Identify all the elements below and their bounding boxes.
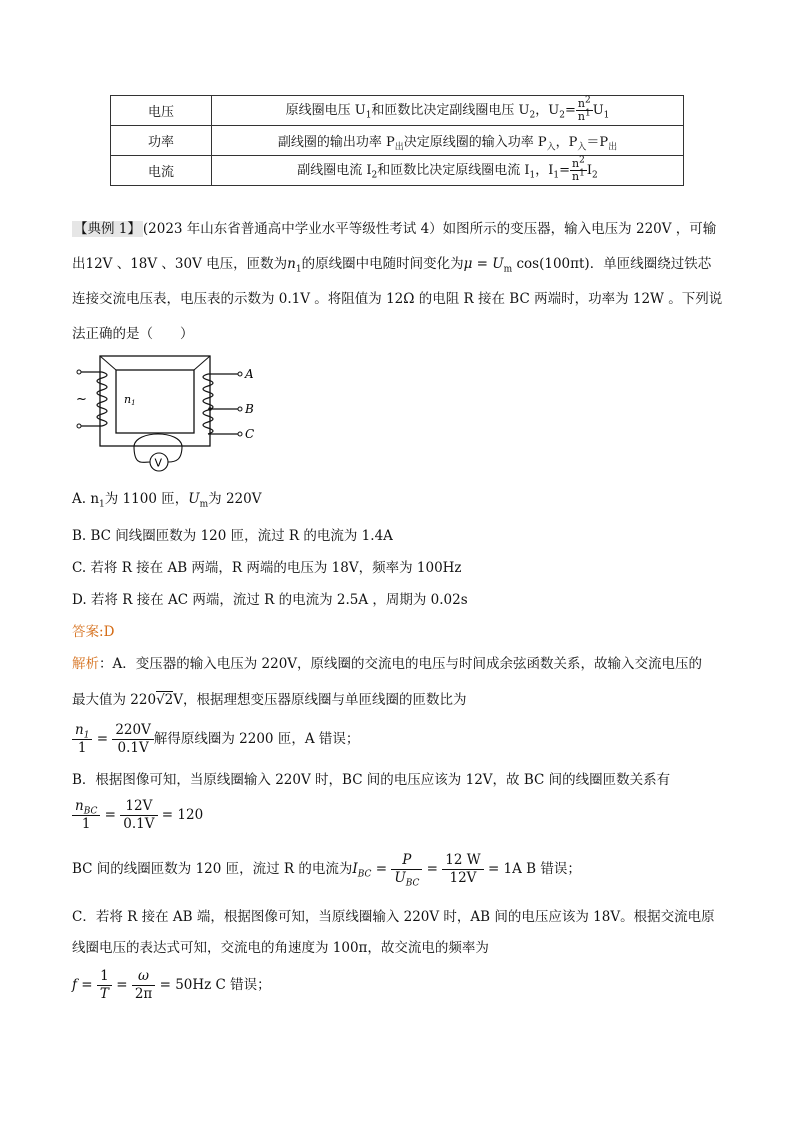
example-line-2: 出12V 、18V 、30V 电压，匝数为$n_1$的原线圈中电随时间变化为$\mu = U_m$ cos(100πt)．单匝线圈绕过铁芯 bbox=[72, 256, 712, 275]
analysis-line-c1: C．若将 R 接在 AB 端，根据图像可知，当原线圈输入 220V 时，AB 间的电压应该为 18V。根据交流电原 bbox=[72, 909, 715, 925]
table-row bbox=[111, 156, 684, 186]
row-value: 副线圈电流 $I_2$和匝数比决定原线圈电流 $I_1$，$I_1=$ $\frac{n^2}{n^1}$ $I_2$ bbox=[212, 156, 684, 186]
analysis-line-b1: B．根据图像可知，当原线圈输入 220V 时，BC 间的电压应该为 12V，故 BC 间的线圈匝数关系有 bbox=[72, 772, 671, 788]
option-a: A. $n_1$为 1100 匝，$U_m$为 220V bbox=[72, 491, 262, 510]
equation-2: $n_{BC}$ 1 = $\frac{12V}{0.1V}$ = 120 bbox=[72, 798, 203, 833]
option-d: D. 若将 R 接在 AC 两端，流过 R 的电流为 2.5A ，周期为 0.02s bbox=[72, 592, 468, 608]
analysis-label: 解析 bbox=[72, 656, 99, 672]
turns-ratio-fraction: $\frac{n^2}{n^1}$ bbox=[572, 155, 585, 183]
equation-1: $\frac{n_1}{1}$ = $\frac{220V}{0.1V}$ 解得原线圈为 2200 匝，A 错误； bbox=[72, 722, 359, 757]
row-key: 功率 bbox=[111, 126, 212, 156]
analysis-line-b2: BC 间的线圈匝数为 120 匝，流过 R 的电流为$I_{BC}$ = P $U_{BC}$ = $\frac{12 W}{12V}$ = 1A B 错误； bbox=[72, 852, 581, 889]
analysis-line-1: 解析：A．变压器的输入电压为 220V，原线圈的交流电的电压与时间成余弦函数关系，故输入交流电压的 bbox=[72, 656, 703, 672]
analysis-line-c2: 线圈电压的表达式可知，交流电的角速度为 100π，故交流电的频率为 bbox=[72, 940, 489, 956]
n1-label: n1 bbox=[124, 393, 136, 407]
row-value: 原线圈电压 $U_1$和匝数比决定副线圈电压 $U_2$，$U_2=$ $\frac{n^2}{n^1}$ $U_1$ bbox=[212, 96, 684, 126]
row-value: 副线圈的输出功率 $P_出$决定原线圈的输入功率 $P_入$，$P_入=P_出$ bbox=[212, 126, 684, 156]
example-line-3: 连接交流电压表，电压表的示数为 0.1V 。将阻值为 12Ω 的电阻 R 接在 BC 两端时，功率为 12W 。下列说 bbox=[72, 291, 723, 307]
example-line-4: 法正确的是（ ） bbox=[72, 326, 194, 342]
transformer-diagram bbox=[72, 348, 262, 478]
answer: 答案:D bbox=[72, 624, 115, 640]
option-b: B. BC 间线圈匝数为 120 匝，流过 R 的电流为 1.4A bbox=[72, 528, 393, 544]
terminal-c-label: C bbox=[245, 427, 255, 441]
analysis-line-2: 最大值为 220√2V，根据理想变压器原线圈与单匝线圈的匝数比为 bbox=[72, 692, 467, 708]
row-key: 电流 bbox=[111, 156, 212, 186]
turns-ratio-fraction: $\frac{n^2}{n^1}$ bbox=[577, 95, 591, 123]
row-key: 电压 bbox=[111, 96, 212, 126]
option-c: C. 若将 R 接在 AB 两端，R 两端的电压为 18V，频率为 100Hz bbox=[72, 560, 462, 576]
terminal-a-label: A bbox=[245, 367, 254, 381]
ac-source-symbol: ~ bbox=[76, 392, 87, 407]
svg-text:V: V bbox=[154, 456, 163, 470]
example-line-1: 【典例 1】 (2023 年山东省普通高中学业水平等级性考试 4）如图所示的变压器，输入电压为 220V ，可输 bbox=[74, 221, 717, 237]
example-tag: 【典例 1】 bbox=[74, 221, 141, 237]
table-row bbox=[111, 96, 684, 126]
relationship-table bbox=[110, 95, 684, 186]
table-row bbox=[111, 126, 684, 156]
terminal-b-label: B bbox=[245, 402, 254, 416]
sqrt-expression: √2 bbox=[156, 692, 174, 708]
secondary-coil bbox=[203, 374, 238, 434]
equation-3: f = $\frac{1}{T}$ = $\frac{\omega}{2\pi}$ = 50Hz C 错误； bbox=[72, 968, 271, 1002]
